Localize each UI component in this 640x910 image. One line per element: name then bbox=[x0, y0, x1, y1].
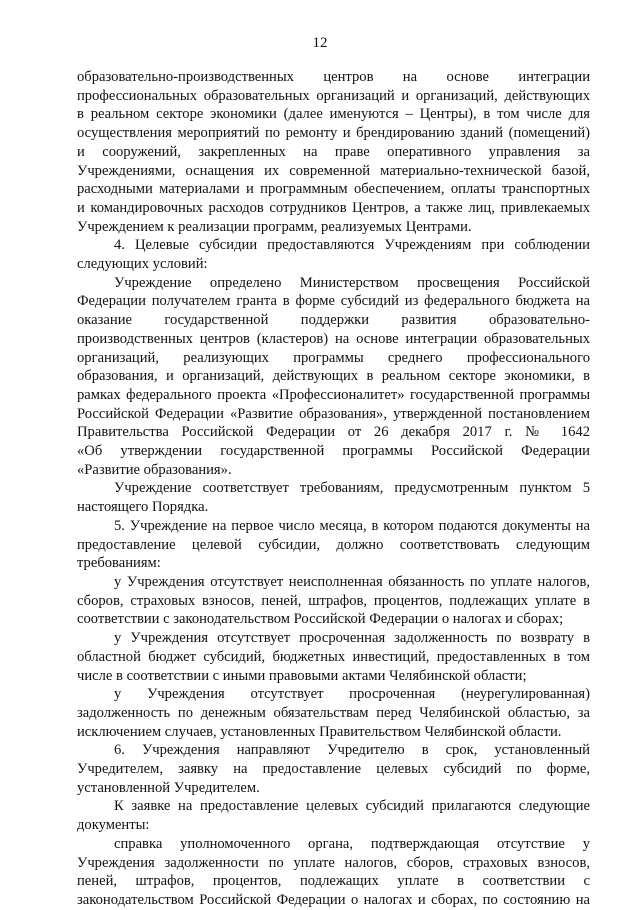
text-line: у Учреждения отсутствует просроченная задолженность по возврату в bbox=[114, 630, 590, 647]
text-line: расходными материалами и программным обеспечением, оплаты транспортных bbox=[77, 181, 590, 198]
text-line: Учреждениями, оснащения их современной материально-технической базой, bbox=[77, 162, 590, 179]
text-line: организаций, реализующих программы среднего профессионального bbox=[77, 349, 590, 366]
text-line: Учреждения задолженности по уплате налогов, сборов, страховых взносов, bbox=[77, 854, 590, 871]
paragraph bbox=[77, 236, 590, 273]
text-line: «Об утверждении государственной программы Российской Федерации bbox=[77, 443, 590, 460]
paragraph bbox=[77, 573, 590, 629]
paragraph bbox=[77, 685, 590, 741]
text-line: 5. Учреждение на первое число месяца, в котором подаются документы на bbox=[114, 517, 590, 534]
text-line: и командировочных расходов сотрудников Центров, а также лиц, привлекаемых bbox=[77, 199, 590, 216]
text-line: и сооружений, закрепленных на праве оперативного управления за bbox=[77, 143, 590, 160]
text-line: законодательством Российской Федерации о налогах и сборах, по состоянию на bbox=[77, 891, 590, 908]
text-line: настоящего Порядка. bbox=[77, 499, 209, 516]
text-line: «Развитие образования». bbox=[77, 461, 232, 478]
text-line: задолженность по денежным обязательствам перед Челябинской областью, за bbox=[77, 704, 590, 721]
paragraph bbox=[77, 629, 590, 685]
text-line: Учредителем, заявку на предоставление целевых субсидий по форме, bbox=[77, 761, 590, 778]
text-line: у Учреждения отсутствует просроченная (неурегулированная) bbox=[114, 686, 590, 703]
text-line: областной бюджет субсидий, бюджетных инвестиций, предоставленных в том bbox=[77, 648, 590, 665]
paragraph bbox=[77, 517, 590, 573]
text-line: пеней, штрафов, процентов, подлежащих уплате в соответствии с bbox=[77, 873, 590, 890]
document-body bbox=[77, 68, 590, 910]
text-line: документы: bbox=[77, 817, 150, 834]
text-line: профессиональных образовательных организаций и организаций, действующих bbox=[77, 87, 590, 104]
text-line: предоставление целевой субсидии, должно соответствовать следующим bbox=[77, 536, 590, 553]
text-line: 6. Учреждения направляют Учредителю в срок, установленный bbox=[114, 742, 590, 759]
text-line: Учреждение определено Министерством просвещения Российской bbox=[114, 274, 590, 291]
text-line: осуществления мероприятий по ремонту и брендированию зданий (помещений) bbox=[77, 125, 590, 142]
text-line: Учреждение соответствует требованиям, предусмотренным пунктом 5 bbox=[114, 480, 590, 497]
text-line: оказание государственной поддержки развития образовательно- bbox=[77, 312, 590, 329]
paragraph bbox=[77, 835, 590, 910]
text-line: Российской Федерации «Развитие образования», утвержденной постановлением bbox=[77, 405, 590, 422]
text-line: соответствии с законодательством Российской Федерации о налогах и сборах; bbox=[77, 611, 564, 628]
paragraph bbox=[77, 797, 590, 834]
text-line: числе в соответствии с иными правовыми актами Челябинской области; bbox=[77, 667, 527, 684]
text-line: Учреждением к реализации программ, реализуемых Центрами. bbox=[77, 218, 472, 235]
text-line: образования, и организаций, действующих в реальном секторе экономики, в bbox=[77, 368, 590, 385]
page-number: 12 bbox=[312, 35, 328, 51]
text-line: требованиям: bbox=[77, 555, 161, 572]
paragraph bbox=[77, 741, 590, 797]
text-line: образовательно-производственных центров на основе интеграции bbox=[77, 69, 590, 85]
text-line: у Учреждения отсутствует неисполненная обязанность по уплате налогов, bbox=[114, 573, 590, 590]
text-line: производственных центров (кластеров) на основе интеграции образовательных bbox=[77, 330, 590, 347]
text-line: рамках федерального проекта «Профессионалитет» государственной программы bbox=[77, 386, 590, 403]
text-line: Федерации получателем гранта в форме субсидий из федерального бюджета на bbox=[77, 293, 590, 310]
text-line: Правительства Российской Федерации от 26 декабря 2017 г. № 1642 bbox=[77, 424, 590, 441]
text-line: следующих условий: bbox=[77, 256, 208, 273]
paragraph bbox=[77, 479, 590, 516]
paragraph bbox=[77, 274, 590, 480]
text-line: установленной Учредителем. bbox=[77, 779, 260, 796]
text-line: К заявке на предоставление целевых субсидий прилагаются следующие bbox=[114, 798, 590, 815]
text-line: исключением случаев, установленных Правительством Челябинской области. bbox=[77, 723, 562, 740]
text-line: сборов, страховых взносов, пеней, штрафов, процентов, подлежащих уплате в bbox=[77, 592, 590, 609]
text-line: в реальном секторе экономики (далее именуются – Центры), в том числе для bbox=[77, 106, 590, 123]
paragraph bbox=[77, 68, 590, 236]
text-line: 4. Целевые субсидии предоставляются Учреждениям при соблюдении bbox=[114, 237, 590, 254]
text-line: справка уполномоченного органа, подтверждающая отсутствие у bbox=[114, 835, 590, 852]
